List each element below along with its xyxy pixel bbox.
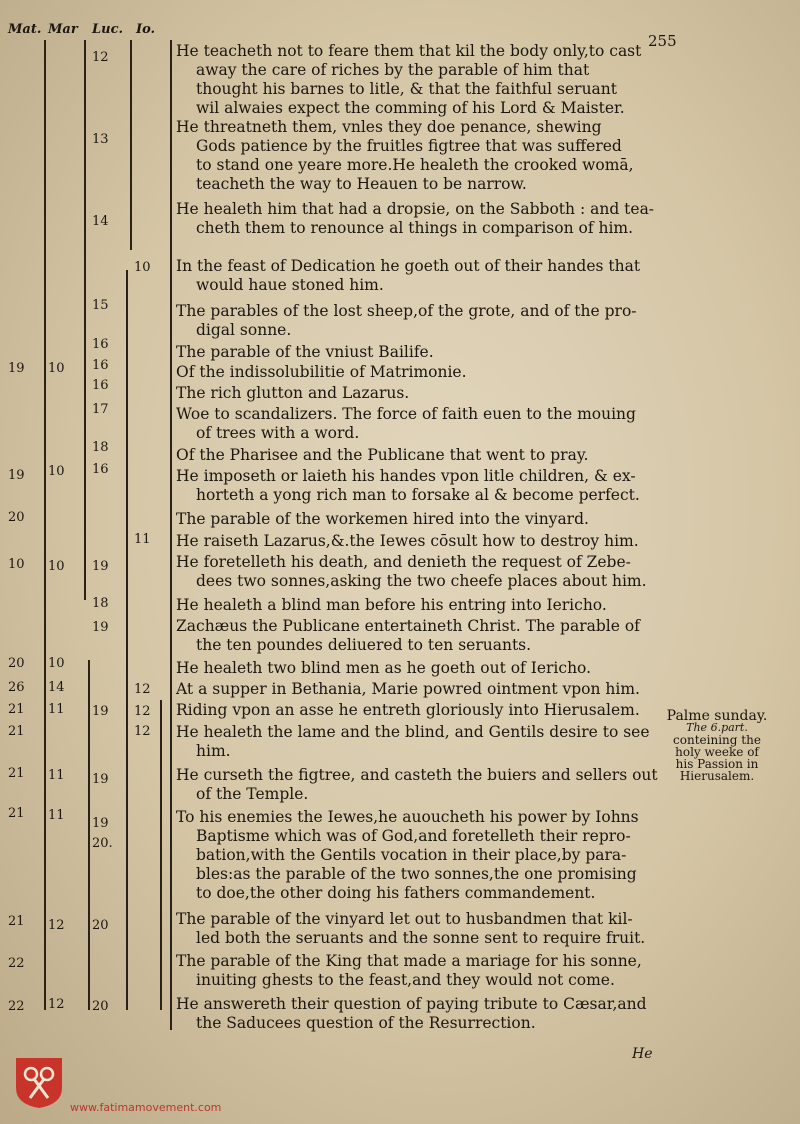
summary-entry xyxy=(176,808,656,903)
chapter-number-mar: 10 xyxy=(48,361,65,376)
entry-line: bles:as the parable of the two sonnes,the one promising xyxy=(196,865,637,883)
chapter-number-luc: 20 xyxy=(92,999,109,1014)
summary-entry xyxy=(176,384,656,403)
sidenote-line-1: Palme sunday. xyxy=(666,708,768,724)
column-rule-5 xyxy=(44,660,46,1010)
chapter-number-mar: 10 xyxy=(48,656,65,671)
entry-line: horteth a yong rich man to forsake al & become perfect. xyxy=(196,486,640,504)
entry-line: He healeth a blind man before his entring into Iericho. xyxy=(176,596,607,614)
header-mat: Mat. xyxy=(8,22,42,37)
entry-line: of the Temple. xyxy=(196,785,309,803)
header-io: Io. xyxy=(136,22,156,37)
entry-line: Baptisme which was of God,and foretelleth their repro- xyxy=(196,827,631,845)
chapter-number-luc: 16 xyxy=(92,378,109,393)
chapter-number-mat: 21 xyxy=(8,724,25,739)
summary-entry xyxy=(176,467,656,505)
entry-line: The parable of the King that made a mariage for his sonne, xyxy=(176,952,642,970)
entry-line: him. xyxy=(196,742,231,760)
page-number: 255 xyxy=(648,32,677,50)
chapter-number-mar: 10 xyxy=(48,559,65,574)
header-luc: Luc. xyxy=(92,22,124,37)
entry-line: would haue stoned him. xyxy=(196,276,384,294)
summary-entry xyxy=(176,200,656,238)
chapter-number-io: 12 xyxy=(134,682,151,697)
chapter-number-mat: 22 xyxy=(8,999,25,1014)
entry-line: The parables of the lost sheep,of the grote, and of the pro- xyxy=(176,302,637,320)
chapter-number-luc: 19 xyxy=(92,816,109,831)
summary-entry xyxy=(176,446,656,465)
entry-line: the ten poundes deliuered to ten seruants. xyxy=(196,636,532,654)
summary-entry xyxy=(176,659,656,678)
summary-entry xyxy=(176,553,656,591)
entry-line: away the care of riches by the parable of him that xyxy=(196,61,590,79)
chapter-number-io: 11 xyxy=(134,532,151,547)
papal-keys-logo-icon xyxy=(12,1054,66,1110)
chapter-number-luc: 17 xyxy=(92,402,109,417)
summary-entry xyxy=(176,118,656,194)
entry-line: Woe to scandalizers. The force of faith euen to the mouing xyxy=(176,405,636,423)
entry-line: He healeth the lame and the blind, and Gentils desire to see xyxy=(176,723,650,741)
chapter-number-mar: 11 xyxy=(48,702,65,717)
chapter-number-luc: 15 xyxy=(92,298,109,313)
summary-entry xyxy=(176,995,656,1033)
summary-entry xyxy=(176,952,656,990)
summary-entry xyxy=(176,910,656,948)
entry-line: The parable of the workemen hired into the vinyard. xyxy=(176,510,589,528)
summary-entry xyxy=(176,617,656,655)
column-rule-8 xyxy=(160,700,162,1010)
summary-entry xyxy=(176,701,656,720)
summary-entry xyxy=(176,532,656,551)
entry-line: At a supper in Bethania, Marie powred ointment vpon him. xyxy=(176,680,640,698)
sidenote-line-4: holy weeke of xyxy=(675,745,759,759)
column-rule-6 xyxy=(88,660,90,1010)
chapter-number-mat: 20 xyxy=(8,656,25,671)
entry-line: Of the indissolubilitie of Matrimonie. xyxy=(176,363,467,381)
chapter-number-io: 12 xyxy=(134,704,151,719)
column-rule-2 xyxy=(84,40,86,600)
chapter-number-luc: 13 xyxy=(92,132,109,147)
chapter-number-mar: 11 xyxy=(48,768,65,783)
chapter-number-mat: 21 xyxy=(8,702,25,717)
entry-line: The parable of the vniust Bailife. xyxy=(176,343,434,361)
entry-line: to doe,the other doing his fathers commandement. xyxy=(196,884,596,902)
chapter-number-mat: 21 xyxy=(8,806,25,821)
entry-line: He raiseth Lazarus,&.the Iewes cōsult how to destroy him. xyxy=(176,532,639,550)
chapter-number-luc: 16 xyxy=(92,337,109,352)
summary-entry xyxy=(176,723,656,761)
chapter-number-mat: 19 xyxy=(8,361,25,376)
summary-entry xyxy=(176,343,656,362)
entry-line: Riding vpon an asse he entreth gloriously into Hierusalem. xyxy=(176,701,640,719)
chapter-number-luc: 19 xyxy=(92,704,109,719)
sidenote-line-6: Hierusalem. xyxy=(679,769,755,783)
entry-line: dees two sonnes,asking the two cheefe places about him. xyxy=(196,572,647,590)
entry-line: bation,with the Gentils vocation in their place,by para- xyxy=(196,846,627,864)
column-rule-4 xyxy=(170,40,172,1030)
entry-line: He curseth the figtree, and casteth the buiers and sellers out xyxy=(176,766,658,784)
entry-line: He healeth him that had a dropsie, on the Sabboth : and tea- xyxy=(176,200,655,218)
entry-line: He threatneth them, vnles they doe penance, shewing xyxy=(176,118,602,136)
sidenote xyxy=(662,710,772,782)
chapter-number-luc: 19 xyxy=(92,620,109,635)
catchword: He xyxy=(632,1046,653,1062)
entry-line: digal sonne. xyxy=(196,321,292,339)
sidenote-line-5: his Passion in xyxy=(675,757,759,771)
entry-line: thought his barnes to litle, & that the faithful seruant xyxy=(196,80,617,98)
entry-line: To his enemies the Iewes,he auoucheth his power by Iohns xyxy=(176,808,639,826)
chapter-number-mat: 21 xyxy=(8,914,25,929)
entry-line: He healeth two blind men as he goeth out of Iericho. xyxy=(176,659,592,677)
summary-entry xyxy=(176,363,656,382)
chapter-number-luc: 19 xyxy=(92,772,109,787)
chapter-number-mar: 14 xyxy=(48,680,65,695)
header-mar: Mar xyxy=(48,22,78,37)
chapter-number-mar: 12 xyxy=(48,918,65,933)
chapter-number-mat: 21 xyxy=(8,766,25,781)
chapter-number-luc: 20 xyxy=(92,918,109,933)
summary-entry xyxy=(176,596,656,615)
chapter-number-luc: 18 xyxy=(92,440,109,455)
entry-line: He answereth their question of paying tribute to Cæsar,and xyxy=(176,995,647,1013)
chapter-number-luc: 20. xyxy=(92,836,113,851)
entry-line: cheth them to renounce al things in comparison of him. xyxy=(196,219,634,237)
summary-entry xyxy=(176,405,656,443)
chapter-number-io: 12 xyxy=(134,724,151,739)
summary-entry xyxy=(176,302,656,340)
chapter-number-luc: 18 xyxy=(92,596,109,611)
chapter-number-luc: 19 xyxy=(92,559,109,574)
entry-line: led both the seruants and the sonne sent to require fruit. xyxy=(196,929,646,947)
entry-line: In the feast of Dedication he goeth out of their handes that xyxy=(176,257,641,275)
entry-line: He imposeth or laieth his handes vpon litle children, & ex- xyxy=(176,467,636,485)
chapter-number-mar: 11 xyxy=(48,808,65,823)
chapter-number-mat: 10 xyxy=(8,557,25,572)
entry-line: Of the Pharisee and the Publicane that went to pray. xyxy=(176,446,589,464)
sidenote-line-3: conteining the xyxy=(673,733,761,747)
chapter-number-io: 10 xyxy=(134,260,151,275)
entry-line: Zachæus the Publicane entertaineth Christ. The parable of xyxy=(176,617,640,635)
summary-entry xyxy=(176,680,656,699)
chapter-number-mat: 20 xyxy=(8,510,25,525)
entry-line: The rich glutton and Lazarus. xyxy=(176,384,410,402)
watermark-link[interactable]: www.fatimamovement.com xyxy=(70,1101,222,1114)
entry-line: the Saducees question of the Resurrection. xyxy=(196,1014,536,1032)
entry-line: He foretelleth his death, and denieth the request of Zebe- xyxy=(176,553,631,571)
entry-line: teacheth the way to Heauen to be narrow. xyxy=(196,175,527,193)
entry-line: wil alwaies expect the comming of his Lord & Maister. xyxy=(196,99,625,117)
entry-line: He teacheth not to feare them that kil the body only,to cast xyxy=(176,42,642,60)
chapter-number-mat: 19 xyxy=(8,468,25,483)
summary-entry xyxy=(176,257,656,295)
column-rule-3 xyxy=(130,40,132,250)
entry-line: The parable of the vinyard let out to husbandmen that kil- xyxy=(176,910,633,928)
entry-line: inuiting ghests to the feast,and they would not come. xyxy=(196,971,615,989)
chapter-number-mat: 26 xyxy=(8,680,25,695)
chapter-number-luc: 14 xyxy=(92,214,109,229)
chapter-number-mar: 10 xyxy=(48,464,65,479)
chapter-number-luc: 12 xyxy=(92,50,109,65)
chapter-number-mar: 12 xyxy=(48,997,65,1012)
sidenote-line-2: The 6.part. xyxy=(686,721,748,734)
column-rule-7 xyxy=(126,270,128,1010)
chapter-number-luc: 16 xyxy=(92,358,109,373)
summary-entry xyxy=(176,510,656,529)
column-rule-1 xyxy=(44,40,46,660)
entry-line: Gods patience by the fruitles figtree that was suffered xyxy=(196,137,622,155)
entry-line: of trees with a word. xyxy=(196,424,360,442)
chapter-number-luc: 16 xyxy=(92,462,109,477)
summary-entry xyxy=(176,42,656,118)
summary-entry xyxy=(176,766,656,804)
entry-line: to stand one yeare more.He healeth the crooked womā, xyxy=(196,156,634,174)
chapter-number-mat: 22 xyxy=(8,956,25,971)
